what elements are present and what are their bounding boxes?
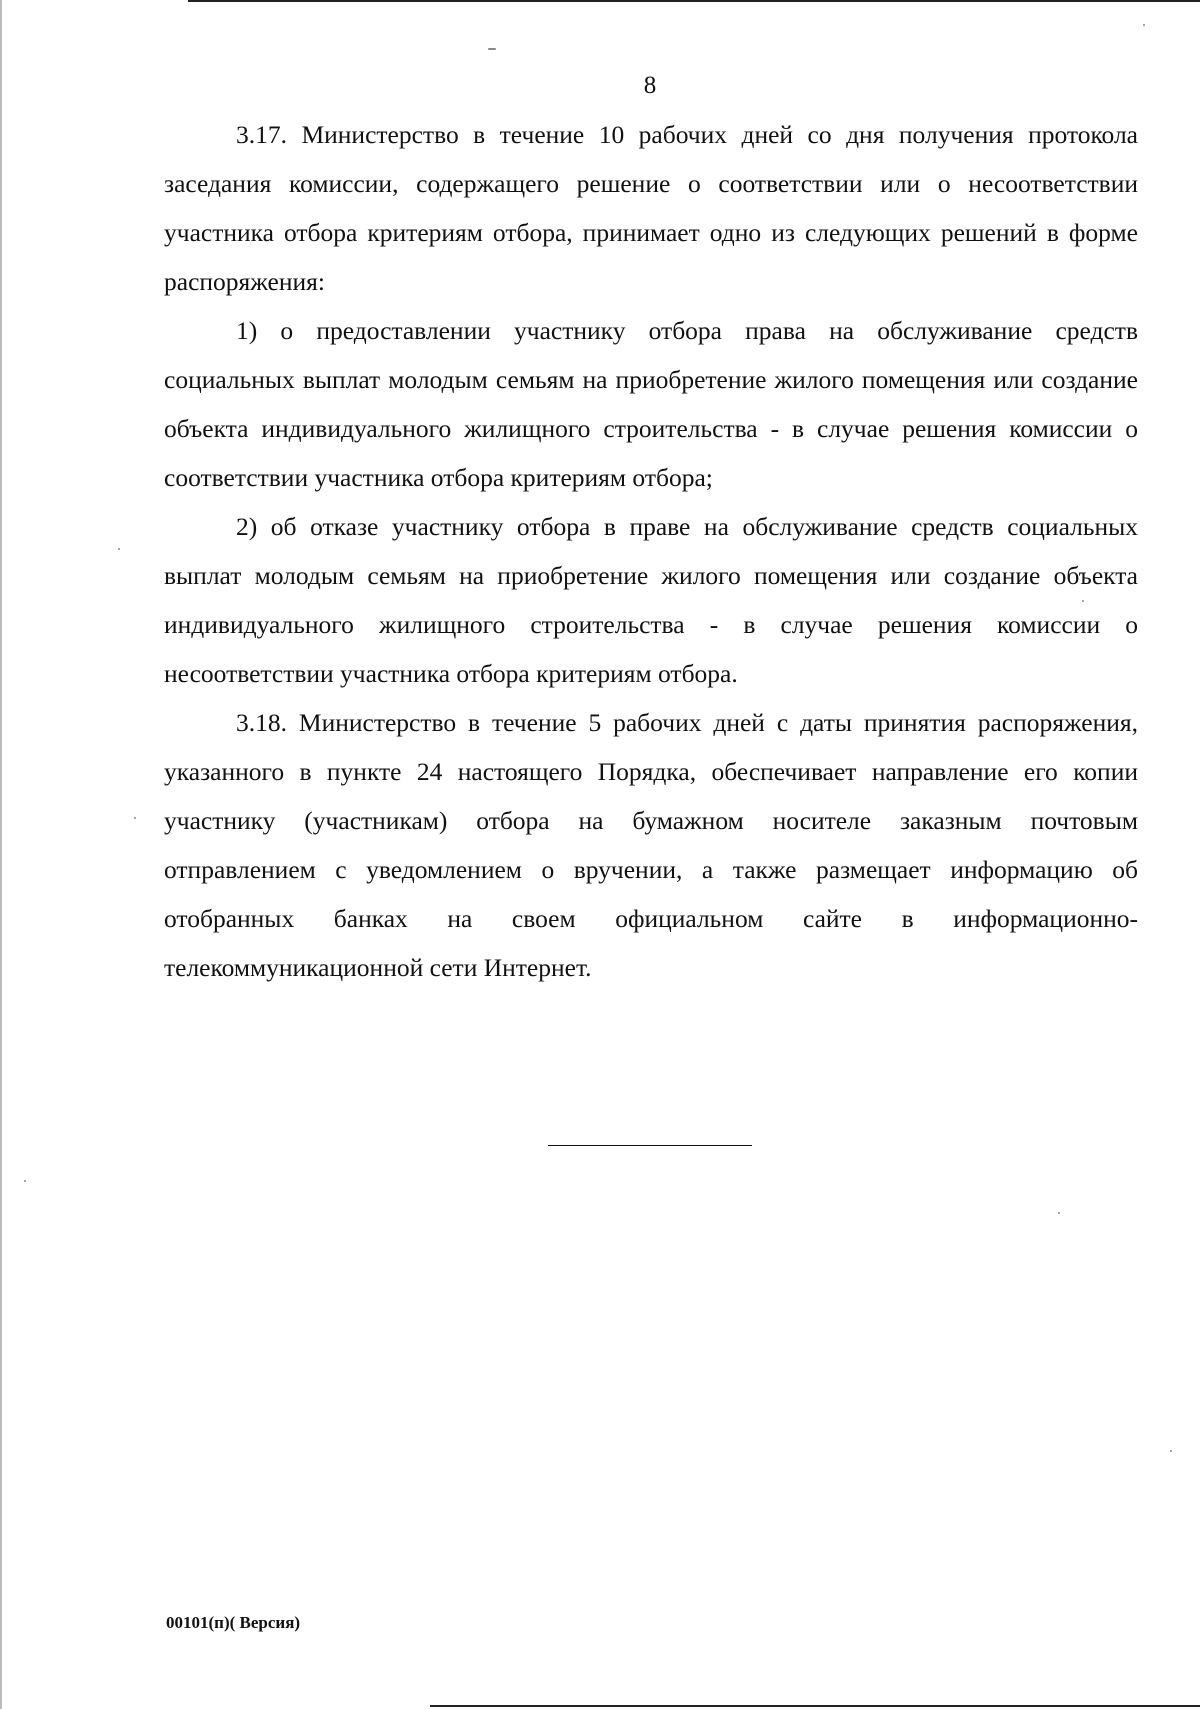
scan-bottom-border [430, 1705, 1200, 1707]
scan-speck [134, 817, 136, 819]
footer-document-code: 00101(п)( Версия) [166, 1613, 301, 1632]
scan-speck [24, 1180, 26, 1182]
scan-top-border [188, 0, 1200, 2]
scan-speck [118, 548, 120, 550]
page-number: 8 [643, 72, 657, 99]
scan-left-edge [0, 0, 2, 1709]
end-of-text-divider [548, 1145, 752, 1146]
scan-speck [1058, 1212, 1060, 1214]
scan-speck [488, 48, 496, 50]
paragraph-3-18: 3.18. Министерство в течение 5 рабочих дней с даты принятия распоряжения, указанного в пункте 24 настоящего Порядка, обеспечивает направление его копии участнику (участникам) отбора на бумажном носителе заказным почтовым отправлением с уведомлением о вручении, а также размещает информацию об отобранных банках на своем официальном сайте в информационно-телекоммуникационной сети Интернет. [164, 708, 1138, 982]
scan-speck [1170, 1450, 1172, 1452]
scan-speck [1082, 600, 1084, 602]
paragraph-3-17: 3.17. Министерство в течение 10 рабочих дней со дня получения протокола заседания комиссии, содержащего решение о соответствии или о несоответствии участника отбора критериям отбора, принимает одно из следующих решений в форме распоряжения: [164, 120, 1138, 296]
list-item-1: 1) о предоставлении участнику отбора права на обслуживание средств социальных выплат молодым семьям на приобретение жилого помещения или создание объекта индивидуального жилищного строительства - в случае решения комиссии о соответствии участника отбора критериям отбора; [164, 316, 1138, 492]
scan-speck [1143, 24, 1145, 26]
document-body [164, 110, 1138, 992]
list-item-2: 2) об отказе участнику отбора в праве на обслуживание средств социальных выплат молодым семьям на приобретение жилого помещения или создание объекта индивидуального жилищного строительства - в случае решения комиссии о несоответствии участника отбора критериям отбора. [164, 512, 1138, 688]
